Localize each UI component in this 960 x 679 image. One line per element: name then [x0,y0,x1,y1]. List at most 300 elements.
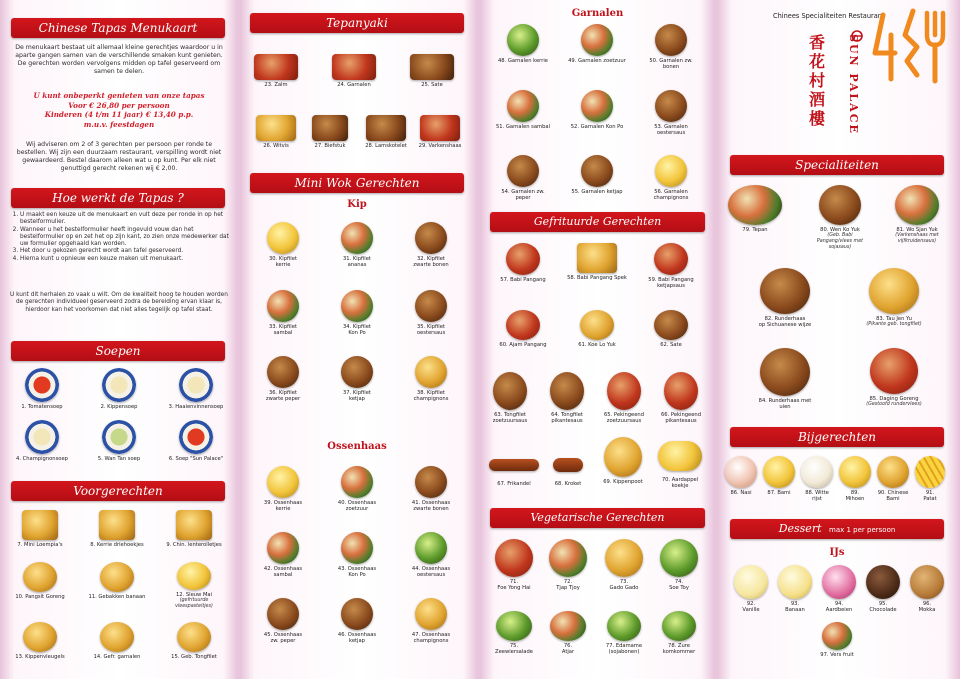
food-photo [415,356,447,388]
item-label-2: zoetzuur [345,506,369,513]
food-photo [177,562,211,590]
menu-item [10,562,70,600]
item-label-2: Tjap Tjoy [556,585,580,592]
menu-item [401,532,461,579]
item-label-2: Vanille [742,607,760,614]
menu-item [253,532,313,579]
menu-item [567,90,627,130]
intro-title: Chinese Tapas Menukaart [11,18,225,38]
chinese-char: 花 [808,52,825,71]
food-photo [607,611,641,641]
item-label: 56. Garnalen champignons [653,189,689,202]
food-photo [778,565,812,599]
food-photo [493,372,527,410]
food-photo [607,372,641,410]
item-label-2: sambal [273,330,293,337]
item-label: 4. Champignonsoep [16,456,68,462]
item-label: 58. Babi Pangang Spek [567,275,627,281]
item-label: 71. [509,579,519,585]
food-photo [822,622,852,650]
menu-item [594,611,654,656]
food-photo [910,565,944,599]
menu-item [327,532,387,579]
item-label: 68. Kroket [554,481,582,487]
sun-emblem-icon [850,26,864,46]
menu-item [650,441,710,490]
food-photo [341,598,373,630]
kip-subtitle: Kip [347,199,367,210]
food-photo [267,598,299,630]
item-label: 36. Kipfilet [269,390,297,396]
item-label-2: pikantesaus [665,418,697,425]
food-photo [550,611,586,641]
item-label-2: Banaan [785,607,805,614]
food-photo [415,222,447,254]
menu-item [327,222,387,269]
menu-item [493,243,553,283]
food-photo [410,54,454,80]
menu-item [10,510,70,548]
menu-item [166,420,226,462]
food-photo [415,466,447,498]
food-photo [655,155,687,187]
item-label: 67. Frikandel [497,481,531,487]
item-label-2: champignons [413,638,449,645]
intro-paragraph: De menukaart bestaat uit allemaal kleine gerechtjes waardoor u in aparte gangen samen van de verschillende smaken kunt genieten. De gerechten worden vervolgens midden op tafel geserveerd om samen te delen. [15,44,223,76]
food-photo [22,510,58,540]
item-label: 52. Garnalen Kon Po [570,124,624,130]
item-label: 66. Pekingeend [660,412,702,418]
item-label: 97. Vers fruit [820,652,854,658]
item-label: 84. Runderhaas met uien [758,398,812,411]
menu-item [484,611,544,656]
food-photo [267,532,299,564]
item-label-2: oestersaus [416,572,446,579]
food-photo [489,459,539,471]
menu-item [89,368,149,410]
item-label-2: Foe Yong Hai [497,585,531,592]
item-label-2: Kon Po [348,572,366,579]
food-photo [549,539,587,577]
food-photo [655,90,687,122]
item-label: 47. Ossenhaas [411,632,451,638]
menu-item [87,510,147,548]
item-label: 92. [746,601,756,607]
food-photo [420,115,460,141]
panel-tepanyaki-wok [240,0,478,679]
food-photo [870,348,918,394]
food-photo [496,611,532,641]
item-label-2: Zeewiersalade [495,649,533,656]
food-photo [866,565,900,599]
menu-item [493,155,553,202]
gefrituurd-title: Gefrituurde Gerechten [490,212,705,232]
menu-item [810,185,870,251]
food-photo [654,310,688,340]
item-label: 73. [619,579,629,585]
item-label: 15. Geb. Tongfilet [171,654,217,660]
menu-item [166,368,226,410]
food-photo [507,90,539,122]
item-label-2: Patat [923,496,937,503]
item-label: 5. Wan Tan soep [97,456,141,462]
panel-garnalen [480,0,715,679]
item-label-2: Bami [886,496,900,503]
menu-item [594,539,654,592]
food-photo [99,510,135,540]
item-label: 59. Babi Pangang [648,277,694,283]
menu-item [538,447,598,487]
advice-paragraph: Wij adviseren om 2 of 3 gerechten per persoon per ronde te bestellen. Wij zijn een duurzaam restaurant, verspilling wordt niet gewaardeerd. Bestel daarom alleen wat u op kunt. Per elk niet genuttigd gerecht rekenen wij € 2,00. [16,141,222,173]
item-label: 82. Runderhaas [764,316,806,322]
item-label: 23. Zalm [264,82,288,88]
item-label: 38. Kipfilet [417,390,445,396]
item-label: 89. [850,490,860,496]
item-label: 14. Gefr. garnalen [93,654,141,660]
chinese-char: 村 [808,71,825,90]
item-label-2: kerrie [275,262,291,269]
item-label: 44. Ossenhaas [411,566,451,572]
specialiteiten-title: Specialiteiten [730,155,944,175]
food-photo [734,565,768,599]
item-label: 96. [922,601,932,607]
soepen-title: Soepen [11,341,225,361]
menu-item [246,115,306,149]
item-label-2: Mihoen [845,496,865,503]
item-label: 2. Kippensoep [100,404,138,410]
item-label: 55. Garnalen ketjap [571,189,623,195]
food-photo [604,437,642,477]
menu-item [401,222,461,269]
food-photo [577,243,617,273]
voorgerechten-title: Voorgerechten [11,481,225,501]
howto-step: 1. U maakt een keuze uit de menukaart en vult deze per ronde in op het bestelformulier. [20,212,230,227]
menu-item [12,420,72,462]
menu-item [651,372,711,425]
item-label: 31. Kipfilet [343,256,371,262]
panel-specialiteiten [717,0,960,679]
item-label-2: pikantesaus [551,418,583,425]
menu-item [87,622,147,660]
menu-item [864,268,924,328]
food-photo [312,115,348,141]
menu-item [537,372,597,425]
howto-step: 3. Het door u gekozen gerecht wordt aan tafel geserveerd. [20,248,230,255]
menu-item [327,356,387,403]
menu-item [755,268,815,329]
promo-block [10,91,228,129]
item-label: 33. Kipfilet [269,324,297,330]
food-photo [23,622,57,652]
item-label: 32. Kipfilet [417,256,445,262]
food-photo [660,539,698,577]
item-label: 80. Wen Ko Yuk [820,227,860,233]
food-photo [415,532,447,564]
menu-item [594,372,654,425]
item-label-2: zwarte bonen [413,506,449,513]
item-label-2: (sojabonen) [608,649,640,656]
food-photo [341,222,373,254]
food-photo [658,441,702,471]
tepanyaki-title: Tepanyaki [250,13,464,33]
menu-item [356,115,416,149]
item-label: 65. Pekingeend [603,412,645,418]
menu-item [164,622,224,660]
menu-item [12,368,72,410]
item-label: 77. Edamame [605,643,643,649]
item-label: 94. [834,601,844,607]
menu-item [593,437,653,485]
item-label: 79. Tepan [742,227,768,233]
item-label-2: sambal [273,572,293,579]
menu-item [641,243,701,290]
menu-item [401,598,461,645]
food-photo [267,356,299,388]
item-label: 83. Tau Jen Yu [876,316,912,322]
promo-line: Voor € 26,80 per persoon [68,100,170,110]
item-label: 9. Chin. lenterolletjes [166,542,222,548]
howto-title: Hoe werkt de Tapas ? [11,188,225,208]
food-photo [341,356,373,388]
item-label: 37. Kipfilet [343,390,371,396]
menu-item [900,456,960,503]
item-label: 50. Garnalen zw. bonen [649,58,693,71]
howto-steps [10,212,230,263]
item-label-2: Atjar [561,649,575,656]
item-label: 45. Ossenhaas [263,632,303,638]
menu-item [641,24,701,71]
food-photo [102,420,136,454]
promo-line: m.u.v. feestdagen [83,119,155,129]
menu-item [246,54,306,88]
menu-item [641,155,701,202]
food-photo [177,622,211,652]
item-label: 74. [674,579,684,585]
food-photo [580,310,614,340]
item-label: 70. Aardappel [661,477,699,483]
menu-item [641,90,701,137]
item-label: 26. Witvis [263,143,289,149]
item-label: 27. Biefstuk [314,143,346,149]
menu-item [480,372,540,425]
food-photo [507,24,539,56]
menu-item [725,185,785,233]
howto-step: 2. Wanneer u het bestelformulier heeft ingevuld vouw dan het bestelformulier op en zet het op zijn kant, zo zien onze medewerker dat uw formulier opgehaald kan worden. [20,227,230,249]
item-label-2: op Sichuanese wijze [758,322,812,329]
food-photo [179,368,213,402]
menu-item [410,115,470,149]
item-label: 62. Sate [660,342,682,348]
food-photo [256,115,296,141]
item-label: 35. Kipfilet [417,324,445,330]
item-label: 81. Wo Sjan Yuk [896,227,938,233]
item-label: 87. Bami [767,490,791,496]
menu-item [253,290,313,337]
food-photo [507,155,539,187]
bijgerechten-title: Bijgerechten [730,427,944,447]
item-label: 46. Ossenhaas [337,632,377,638]
menu-item [649,539,709,592]
item-label: 91. [925,490,935,496]
food-photo [267,290,299,322]
food-photo [655,24,687,56]
food-photo [332,54,376,80]
menu-item [567,243,627,281]
vegetarisch-title: Vegetarische Gerechten [490,508,705,528]
food-photo [100,622,134,652]
food-photo [100,562,134,592]
food-photo [819,185,861,225]
restaurant-name: SUN PALACE [847,34,860,135]
item-label: 41. Ossenhaas [411,500,451,506]
menu-item [864,348,924,408]
food-photo [341,290,373,322]
food-photo [341,466,373,498]
menu-item [567,310,627,348]
menu-item [897,565,957,614]
item-label: 10. Pangsit Goreng [15,594,65,600]
item-label: 63. Tongfilet [494,412,526,418]
food-photo [176,510,212,540]
chinese-char: 酒 [808,90,825,109]
menu-item [300,115,360,149]
food-photo [267,466,299,498]
food-photo [869,268,919,314]
menu-item [327,598,387,645]
item-label-2: komkommer [662,649,696,656]
item-label: 76. [563,643,573,649]
item-label: 75. [509,643,519,649]
food-photo [581,24,613,56]
chinese-char: 香 [808,33,825,52]
item-label-2: zwarte peper [265,396,301,403]
menu-item [89,420,149,462]
item-label: 12. Sleuw Mai [175,592,213,598]
menu-item [164,562,224,610]
howto-footer: U kunt dit herhalen zo vaak u wilt. Om de kwaliteit hoog te houden worden de gerechten individueel geserveerd zodra de bereiding ervan klaar is, hierdoor kan het voorkomen dat niet alles tegelijk op tafel staat. [10,292,228,313]
chinese-char: 樓 [808,109,825,128]
food-photo [654,243,688,275]
food-photo [760,348,810,396]
item-label: 64. Tongfilet [551,412,583,418]
menu-item [484,539,544,592]
item-label: 49. Garnalen zoetzuur [568,58,626,64]
item-label: 42. Ossenhaas [263,566,303,572]
howto-step: 4. Hierna kunt u opnieuw een keuze maken uit menukaart. [20,256,230,263]
item-label: 43. Ossenhaas [337,566,377,572]
item-label-2: Mokka [918,607,936,614]
item-label: 90. Chinese [877,490,909,496]
menu-item [87,562,147,600]
menu-item [10,622,70,660]
garnalen-title: Garnalen [571,8,624,19]
menu-item [538,539,598,592]
item-label: 39. Ossenhaas [263,500,303,506]
item-label-2: Kon Po [348,330,366,337]
item-label: 48. Garnalen kerrie [498,58,548,64]
item-label: 1. Tomatensoep [21,404,63,410]
item-label: 69. Kippenpoot [603,479,643,485]
item-label-2: ketjapsaus [657,283,685,290]
food-photo [822,565,856,599]
menu-item [253,598,313,645]
item-label-2: ketjap [349,638,365,645]
item-label-2: zw. peper [270,638,296,645]
item-label: 57. Babi Pangang [500,277,546,283]
item-label-2: oestersaus [416,330,446,337]
menu-item [807,622,867,658]
menu-item [401,290,461,337]
food-photo [895,185,939,225]
food-photo [915,456,945,488]
food-photo [581,155,613,187]
item-sublabel: (Geb. Babi Pangang/vlees met sojasaus) [816,233,864,250]
menu-item [649,611,709,656]
item-label-2: ketjap [349,396,365,403]
item-label: 61. Koe Lo Yuk [578,342,616,348]
item-label: 78. Zure [668,643,690,649]
ossenhaas-subtitle: Ossenhaas [327,441,387,452]
food-photo [23,562,57,592]
item-label: 7. Mini Loempia's [17,542,63,548]
food-photo [506,243,540,275]
promo-line: U kunt onbeperkt genieten van onze tapas [33,91,205,100]
food-photo [662,611,696,641]
menu-item [493,24,553,64]
item-label: 28. Lamskotelet [365,143,407,149]
menu-item [493,90,553,130]
food-photo [179,420,213,454]
item-label-2: Aardbeien [825,607,853,614]
item-label: 72. [563,579,573,585]
food-photo [267,222,299,254]
food-photo [506,310,540,340]
food-photo [581,90,613,122]
item-label: 30. Kipfilet [269,256,297,262]
menu-item [402,54,462,88]
item-label: 51. Garnalen sambal [495,124,551,130]
item-label: 54. Garnalen zw. peper [501,189,545,202]
food-photo [102,368,136,402]
food-photo [25,368,59,402]
item-label: 60. Ajam Pangang [499,342,547,348]
menu-item [324,54,384,88]
item-label: 40. Ossenhaas [337,500,377,506]
item-label-2: champignons [413,396,449,403]
item-label: 86. Nasi [730,490,752,496]
item-sublabel: (Pikante geb. tongfilet) [866,322,922,328]
item-label: 3. Haaienvinnensoep [168,404,224,410]
item-label: 13. Kippenvleugels [15,654,65,660]
item-label-2: ananas [347,262,367,269]
food-photo [728,185,782,225]
menu-item [755,348,815,411]
ijs-subtitle: IJs [829,547,845,558]
dessert-title: Dessert [778,522,822,535]
food-photo [366,115,406,141]
item-label-2: rijst [812,496,822,503]
item-sublabel: (gefrituurde vleespasteitjes) [175,598,213,610]
dessert-banner [730,519,944,539]
menu-item [164,510,224,548]
menu-item [401,466,461,513]
dessert-note: max 1 per persoon [829,526,896,534]
promo-line: Kinderen (4 t/m 11 jaar) € 13,40 p.p. [44,110,194,119]
menu-item [327,466,387,513]
food-photo [553,458,583,472]
item-label: 8. Kerrie driehoekjes [90,542,144,548]
panel-intro [0,0,238,679]
